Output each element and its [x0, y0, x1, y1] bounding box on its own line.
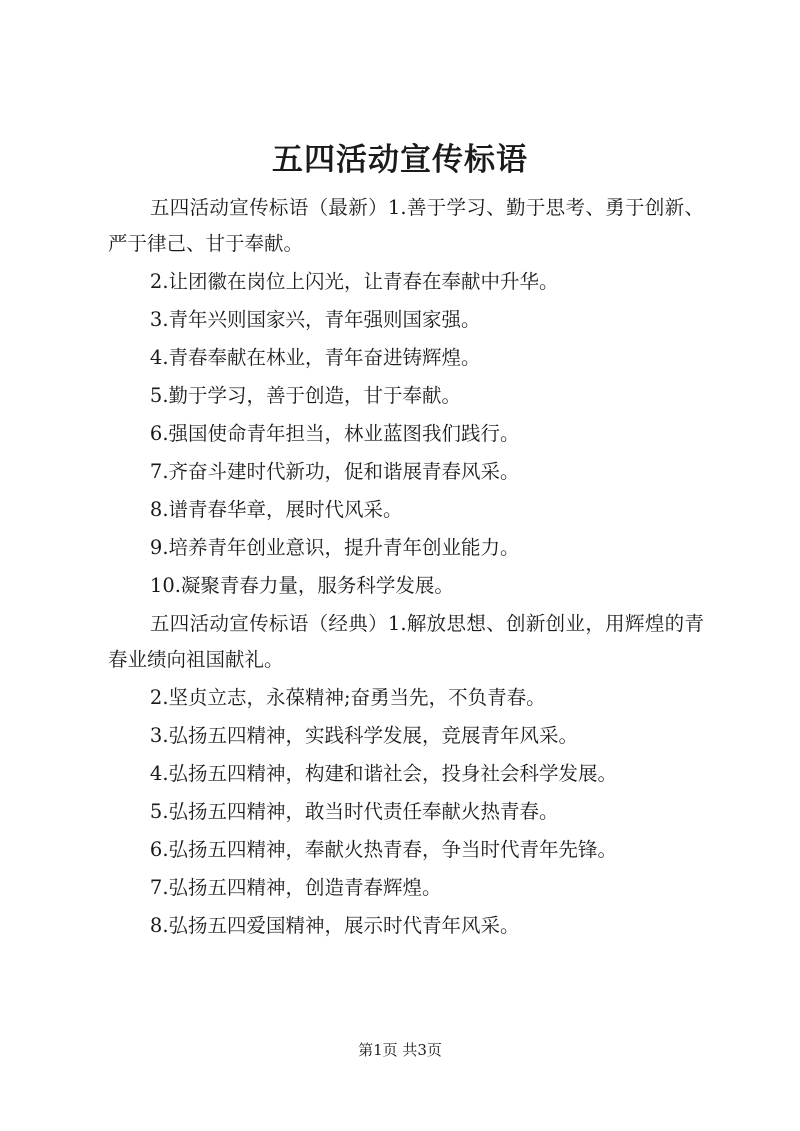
- paragraph: 5.勤于学习，善于创造，甘于奉献。: [149, 384, 462, 407]
- paragraph: 8.谱青春华章，展时代风采。: [149, 498, 403, 521]
- paragraph: 2.坚贞立志，永葆精神;奋勇当先，不负青春。: [149, 686, 546, 709]
- paragraph: 6.强国使命青年担当，林业蓝图我们践行。: [149, 422, 520, 445]
- paragraph: 3.青年兴则国家兴，青年强则国家强。: [149, 308, 481, 331]
- page-footer: 第1页 共3页: [358, 1041, 442, 1059]
- document-title: 五四活动宣传标语: [272, 142, 528, 178]
- paragraph: 9.培养青年创业意识，提升青年创业能力。: [149, 536, 520, 559]
- paragraph: 5.弘扬五四精神，敢当时代责任奉献火热青春。: [149, 800, 559, 823]
- paragraph: 7.齐奋斗建时代新功，促和谐展青春风采。: [149, 460, 520, 483]
- paragraph: 4.青春奉献在林业，青年奋进铸辉煌。: [149, 346, 481, 369]
- paragraph: 2.让团徽在岗位上闪光，让青春在奉献中升华。: [149, 270, 559, 293]
- paragraph: 3.弘扬五四精神，实践科学发展，竞展青年风采。: [149, 724, 579, 747]
- document-body: [108, 190, 704, 946]
- paragraph: 10.凝聚青春力量，服务科学发展。: [149, 574, 454, 597]
- paragraph: 五四活动宣传标语（最新）1.善于学习、勤于思考、勇于创新、严于律己、甘于奉献。: [108, 196, 704, 255]
- paragraph: 7.弘扬五四精神，创造青春辉煌。: [149, 876, 442, 899]
- paragraph: 五四活动宣传标语（经典）1.解放思想、创新创业，用辉煌的青春业绩向祖国献礼。: [108, 612, 704, 671]
- paragraph: 6.弘扬五四精神，奉献火热青春，争当时代青年先锋。: [149, 838, 618, 861]
- paragraph: 4.弘扬五四精神，构建和谐社会，投身社会科学发展。: [149, 762, 618, 785]
- paragraph: 8.弘扬五四爱国精神，展示时代青年风采。: [149, 914, 520, 937]
